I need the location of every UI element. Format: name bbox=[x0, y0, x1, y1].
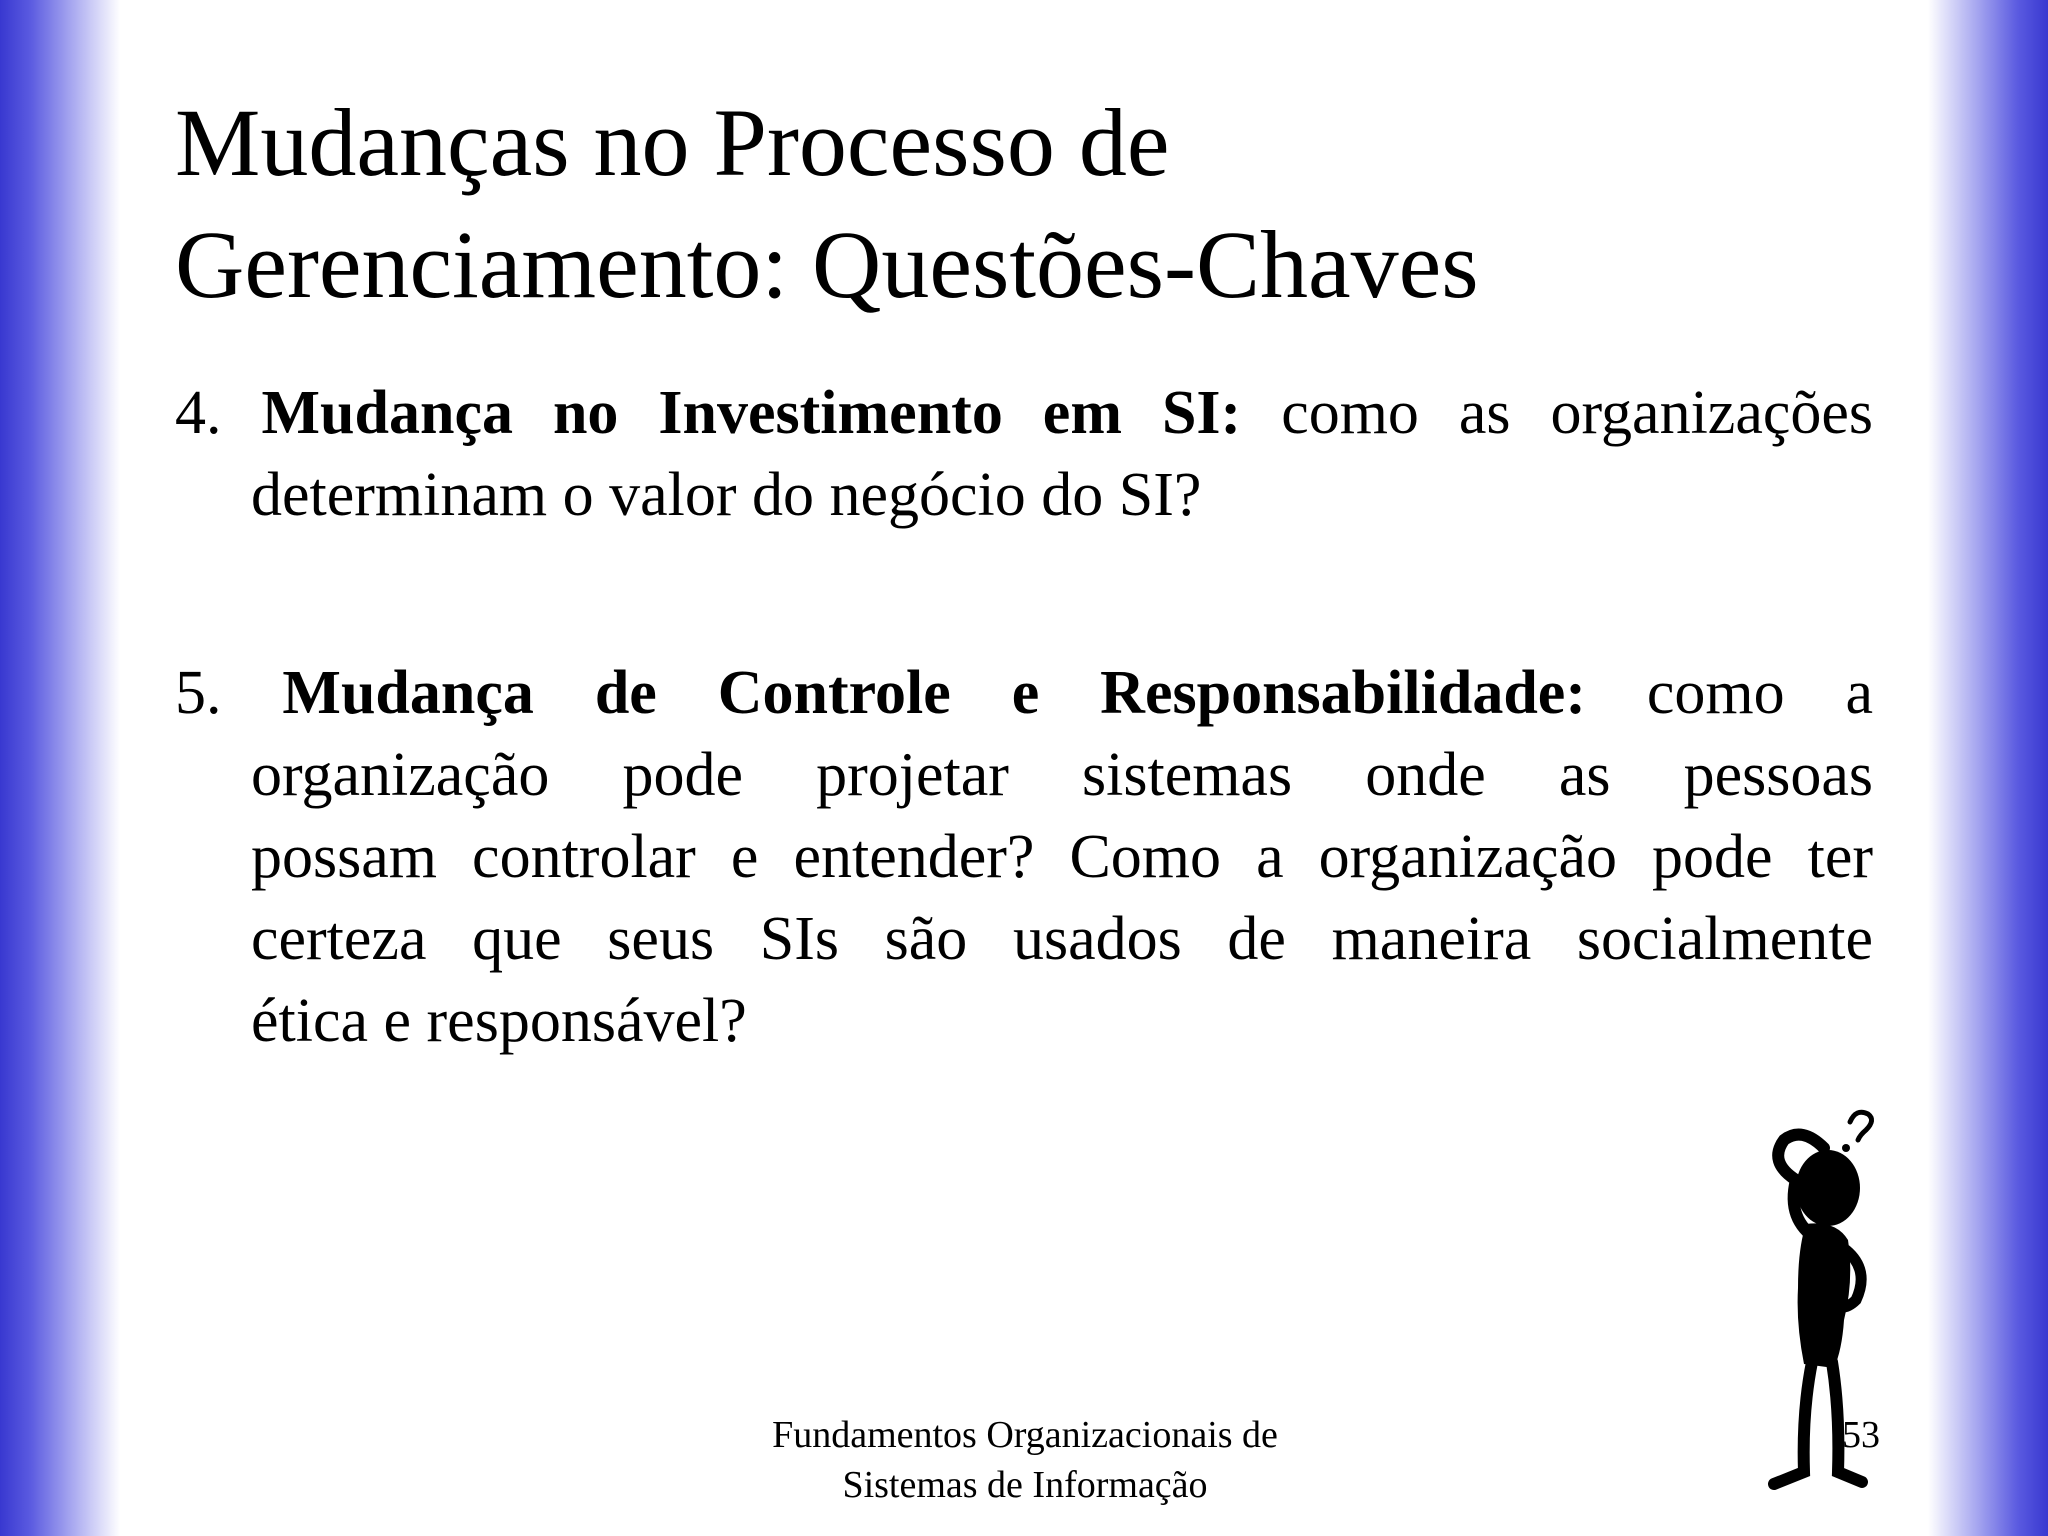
item-5-heading-word: e bbox=[1011, 659, 1040, 727]
item-5-number: 5. bbox=[175, 659, 222, 727]
item-5-line-4: certeza que seus SIs são usados de maneira socialmente bbox=[251, 905, 1873, 973]
item-5-line-2: organização pode projetar sistemas onde as pessoas bbox=[251, 741, 1873, 809]
footer-line-1: Fundamentos Organizacionais de bbox=[772, 1414, 1278, 1456]
slide-footer bbox=[700, 1410, 1350, 1510]
item-4-line-2: determinam o valor do negócio do SI? bbox=[251, 461, 1202, 529]
item-5-line-3: possam controlar e entender? Como a organização pode ter bbox=[251, 823, 1873, 891]
item-5-text: como a bbox=[1646, 659, 1874, 727]
item-5-heading-word: Controle bbox=[717, 659, 951, 727]
item-5-line-5: ética e responsável? bbox=[251, 987, 747, 1055]
item-4-text: como as organizações bbox=[1281, 379, 1874, 447]
item-4-line-1 bbox=[175, 372, 1873, 454]
footer-line-2: Sistemas de Informação bbox=[842, 1464, 1208, 1506]
title-line-2: Gerenciamento: Questões-Chaves bbox=[175, 211, 1479, 318]
item-5-line-1 bbox=[175, 652, 1873, 734]
item-4-number: 4. bbox=[175, 379, 222, 447]
left-gradient-bar bbox=[0, 0, 120, 1536]
slide-title bbox=[175, 82, 1875, 326]
page-number: 53 bbox=[1842, 1414, 1880, 1456]
list-item-5 bbox=[175, 652, 1873, 1062]
item-4-heading: Mudança no Investimento em SI: bbox=[261, 379, 1242, 447]
item-5-heading-word: Responsabilidade: bbox=[1100, 659, 1586, 727]
title-line-1: Mudanças no Processo de bbox=[175, 89, 1170, 196]
item-5-heading-word: de bbox=[594, 659, 657, 727]
right-gradient-bar bbox=[1928, 0, 2048, 1536]
list-item-4 bbox=[175, 372, 1873, 536]
item-5-heading-word: Mudança bbox=[282, 659, 534, 727]
